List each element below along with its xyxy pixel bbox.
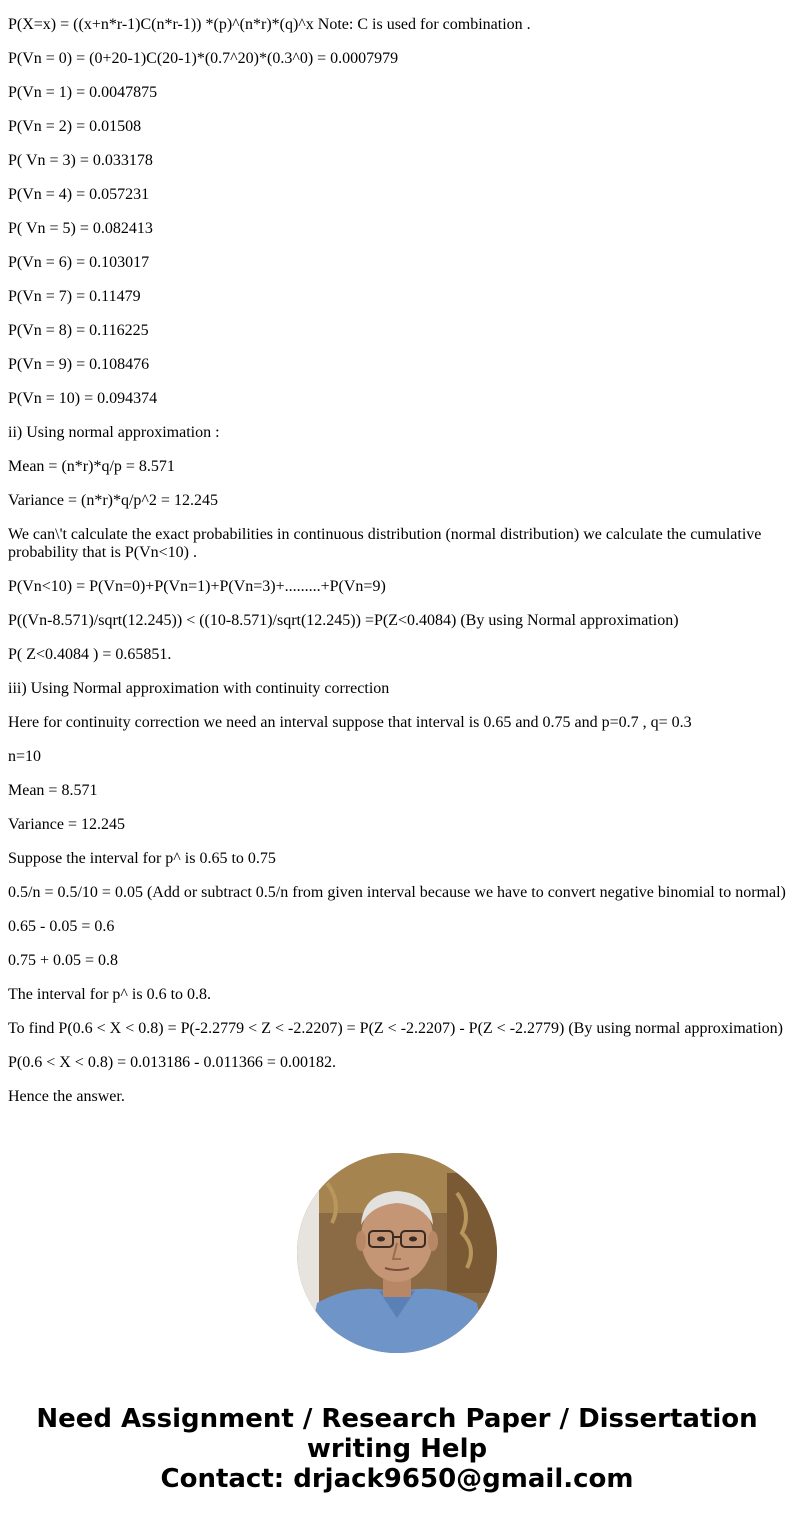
text-line: P(X=x) = ((x+n*r-1)C(n*r-1)) *(p)^(n*r)*(q)^x Note: C is used for combination . [8,16,531,33]
author-photo [297,1153,497,1353]
text-line: P( Z<0.4084 ) = 0.65851. [8,646,172,663]
text-line: Suppose the interval for p^ is 0.65 to 0.75 [8,850,276,867]
text-paragraph: We can\'t calculate the exact probabilities in continuous distribution (normal distribution) we calculate the cumulative probability that is P(Vn<10) . [8,526,762,561]
text-line: P(Vn = 8) = 0.116225 [8,322,149,339]
text-line: P((Vn-8.571)/sqrt(12.245)) < ((10-8.571)/sqrt(12.245)) =P(Z<0.4084) (By using Normal approximation) [8,612,679,629]
footer-contact: Contact: drjack9650@gmail.com [160,1464,634,1494]
text-line: Mean = (n*r)*q/p = 8.571 [8,458,175,475]
text-line: P( Vn = 3) = 0.033178 [8,152,153,169]
text-line: P(Vn = 2) = 0.01508 [8,118,142,135]
text-line: n=10 [8,748,42,765]
text-line: P(0.6 < X < 0.8) = 0.013186 - 0.011366 = 0.00182. [8,1054,336,1071]
text-line: Variance = 12.245 [8,816,125,833]
text-line: P(Vn<10) = P(Vn=0)+P(Vn=1)+P(Vn=3)+.........+P(Vn=9) [8,578,386,595]
text-line: 0.5/n = 0.5/10 = 0.05 (Add or subtract 0.5/n from given interval because we have to convert negative binomial to normal) [8,884,786,901]
section-heading: iii) Using Normal approximation with continuity correction [8,680,390,697]
text-line: The interval for p^ is 0.6 to 0.8. [8,986,212,1003]
text-line: Variance = (n*r)*q/p^2 = 12.245 [8,492,218,509]
text-line: P(Vn = 4) = 0.057231 [8,186,150,203]
text-line: Here for continuity correction we need an interval suppose that interval is 0.65 and 0.75 and p=0.7 , q= 0.3 [8,714,692,731]
author-avatar [297,1153,497,1353]
text-line: Mean = 8.571 [8,782,98,799]
footer-promo [0,1404,794,1494]
text-line: Hence the answer. [8,1088,125,1105]
text-line: P(Vn = 7) = 0.11479 [8,288,141,305]
footer-line: Need Assignment / Research Paper / Dissertation [36,1404,758,1434]
solution-text [8,16,790,1122]
footer-line: writing Help [306,1434,488,1464]
section-heading: ii) Using normal approximation : [8,424,220,441]
text-line: P(Vn = 0) = (0+20-1)C(20-1)*(0.7^20)*(0.3^0) = 0.0007979 [8,50,399,67]
solution-body [8,16,790,1106]
text-line: P(Vn = 10) = 0.094374 [8,390,158,407]
text-line: 0.75 + 0.05 = 0.8 [8,952,119,969]
text-line: 0.65 - 0.05 = 0.6 [8,918,115,935]
text-line: P( Vn = 5) = 0.082413 [8,220,153,237]
text-line: P(Vn = 1) = 0.0047875 [8,84,158,101]
text-line: To find P(0.6 < X < 0.8) = P(-2.2779 < Z < -2.2207) = P(Z < -2.2207) - P(Z < -2.2779) (By using normal approximation) [8,1020,783,1037]
text-line: P(Vn = 6) = 0.103017 [8,254,150,271]
text-line: P(Vn = 9) = 0.108476 [8,356,150,373]
